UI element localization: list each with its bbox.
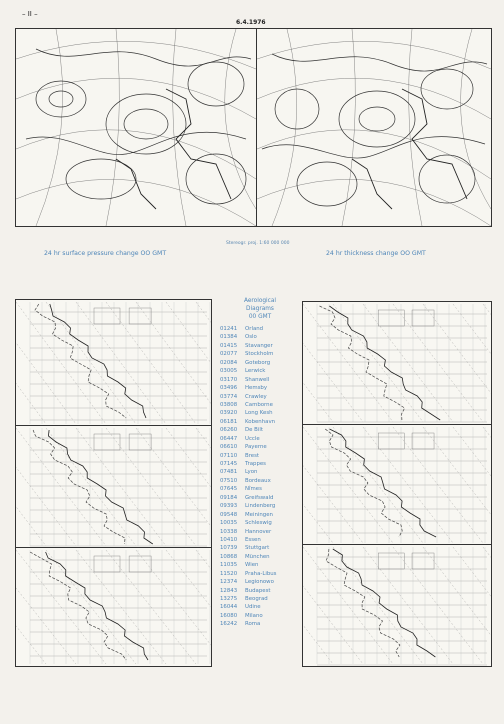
station-code: 11035 — [220, 562, 238, 569]
station-name: Kobenhavn — [245, 418, 276, 425]
station-code: 07510 — [220, 477, 238, 484]
station-code: 10410 — [220, 536, 238, 543]
title-line: 00 GMT — [248, 314, 272, 320]
station-name: Budapest — [245, 587, 271, 594]
station-row — [220, 401, 300, 409]
station-code: 07645 — [220, 486, 238, 493]
station-name: Stavanger — [245, 342, 273, 349]
station-name: Orland — [245, 326, 264, 332]
station-code: 10035 — [220, 520, 238, 527]
station-name: Lindenberg — [245, 503, 276, 510]
station-code: 09184 — [220, 494, 238, 501]
station-row — [220, 418, 300, 426]
station-code: 06260 — [220, 427, 238, 434]
station-row — [220, 511, 300, 519]
station-row — [220, 553, 300, 561]
station-code: 02077 — [220, 351, 238, 358]
station-code: 09548 — [220, 511, 238, 518]
station-name: Payerne — [245, 444, 267, 451]
station-row — [220, 367, 300, 375]
station-row — [220, 485, 300, 493]
surface-pressure-caption: 24 hr surface pressure change OO GMT — [44, 250, 167, 257]
station-row — [220, 477, 300, 485]
station-row — [220, 325, 300, 333]
station-row — [220, 544, 300, 552]
station-code: 12374 — [220, 579, 238, 586]
station-code: 03808 — [220, 401, 238, 408]
station-name: Stockholm — [245, 351, 274, 358]
station-name: Crawley — [245, 393, 267, 400]
station-name: Camborne — [245, 401, 273, 408]
station-row — [220, 528, 300, 536]
station-row — [220, 494, 300, 502]
station-row — [220, 519, 300, 527]
station-name: Hemsby — [245, 385, 268, 392]
aerological-diagram — [15, 299, 212, 427]
station-row — [220, 452, 300, 460]
station-name: Long Kesh — [245, 410, 273, 417]
station-code: 06610 — [220, 444, 238, 451]
station-name: Uccle — [245, 435, 260, 442]
station-name: Oslo — [245, 334, 257, 341]
station-name: Trappes — [245, 461, 266, 467]
station-row — [220, 468, 300, 476]
station-code: 07110 — [220, 452, 238, 459]
station-name: Nîmes — [245, 486, 262, 493]
station-row — [220, 409, 300, 417]
station-name: Praha-Libus — [245, 570, 277, 577]
station-row — [220, 587, 300, 595]
station-code: 12843 — [220, 587, 238, 594]
station-row — [220, 620, 300, 628]
station-name: Udine — [245, 604, 261, 611]
station-row — [220, 426, 300, 434]
station-row — [220, 435, 300, 443]
station-name: Lerwick — [245, 368, 266, 375]
station-row — [220, 376, 300, 384]
station-code: 02084 — [220, 359, 238, 366]
station-code: 01384 — [220, 334, 238, 341]
station-code: 03774 — [220, 393, 238, 400]
station-row — [220, 561, 300, 569]
station-code: 09393 — [220, 503, 238, 510]
station-name: Schleswig — [245, 520, 272, 527]
station-row — [220, 384, 300, 392]
station-name: Shanwell — [245, 376, 270, 383]
station-name: Bordeaux — [245, 477, 271, 484]
station-code: 13275 — [220, 596, 238, 602]
station-name: Wien — [245, 562, 259, 569]
station-code: 01415 — [220, 342, 238, 349]
station-row — [220, 443, 300, 451]
aerological-diagram — [15, 425, 212, 549]
station-row — [220, 570, 300, 578]
station-code: 11520 — [220, 570, 238, 577]
station-name: Roma — [245, 621, 261, 628]
station-row — [220, 578, 300, 586]
aerological-diagram — [15, 547, 212, 667]
station-code: 01241 — [220, 326, 238, 332]
station-name: De Bilt — [245, 427, 263, 434]
station-code: 03005 — [220, 368, 238, 375]
station-row — [220, 603, 300, 611]
station-row — [220, 342, 300, 350]
station-code: 10739 — [220, 545, 238, 552]
station-code: 16080 — [220, 612, 238, 619]
station-name: Beograd — [245, 596, 268, 602]
station-row — [220, 359, 300, 367]
station-row — [220, 536, 300, 544]
surface-pressure-change-map — [15, 28, 257, 227]
station-name: Brest — [245, 452, 260, 459]
station-row — [220, 460, 300, 468]
station-name: Hannover — [245, 528, 272, 535]
title-line: Aerological — [243, 298, 277, 304]
projection-note: Stereogr. proj. 1:60 000 000 — [226, 241, 290, 246]
station-code: 16044 — [220, 604, 238, 611]
station-code: 07481 — [220, 469, 238, 476]
station-code: 03170 — [220, 376, 238, 383]
station-code: 06181 — [220, 418, 238, 425]
title-line: Diagrams — [246, 306, 274, 312]
chart-date: 6.4.1976 — [236, 19, 266, 26]
station-name: Goteborg — [245, 359, 271, 366]
station-code: 07145 — [220, 461, 238, 467]
station-name: Essen — [245, 536, 261, 543]
station-row — [220, 595, 300, 603]
page-number: – II – — [22, 10, 38, 18]
station-name: München — [245, 553, 270, 560]
station-name: Lyon — [245, 469, 258, 476]
station-name: Greifswald — [245, 494, 274, 501]
station-code: 10338 — [220, 528, 238, 535]
station-list-panel — [220, 297, 300, 629]
station-name: Legionowo — [245, 579, 274, 586]
aerological-diagram — [302, 301, 492, 425]
aerological-diagram — [302, 424, 492, 546]
station-row — [220, 393, 300, 401]
station-name: Stuttgart — [245, 545, 270, 552]
station-list-title — [220, 297, 300, 321]
station-code: 16242 — [220, 621, 238, 628]
station-code: 06447 — [220, 435, 238, 442]
station-name: Milano — [245, 612, 263, 619]
station-code: 03920 — [220, 410, 238, 417]
station-row — [220, 350, 300, 358]
station-row — [220, 612, 300, 620]
thickness-change-map — [256, 28, 492, 227]
aerological-diagram — [302, 544, 492, 667]
thickness-caption: 24 hr thickness change OO GMT — [326, 250, 426, 257]
station-list — [220, 325, 300, 629]
station-name: Meiningen — [245, 511, 273, 518]
station-row — [220, 502, 300, 510]
station-row — [220, 333, 300, 341]
station-code: 10868 — [220, 553, 238, 560]
station-code: 03496 — [220, 385, 238, 392]
